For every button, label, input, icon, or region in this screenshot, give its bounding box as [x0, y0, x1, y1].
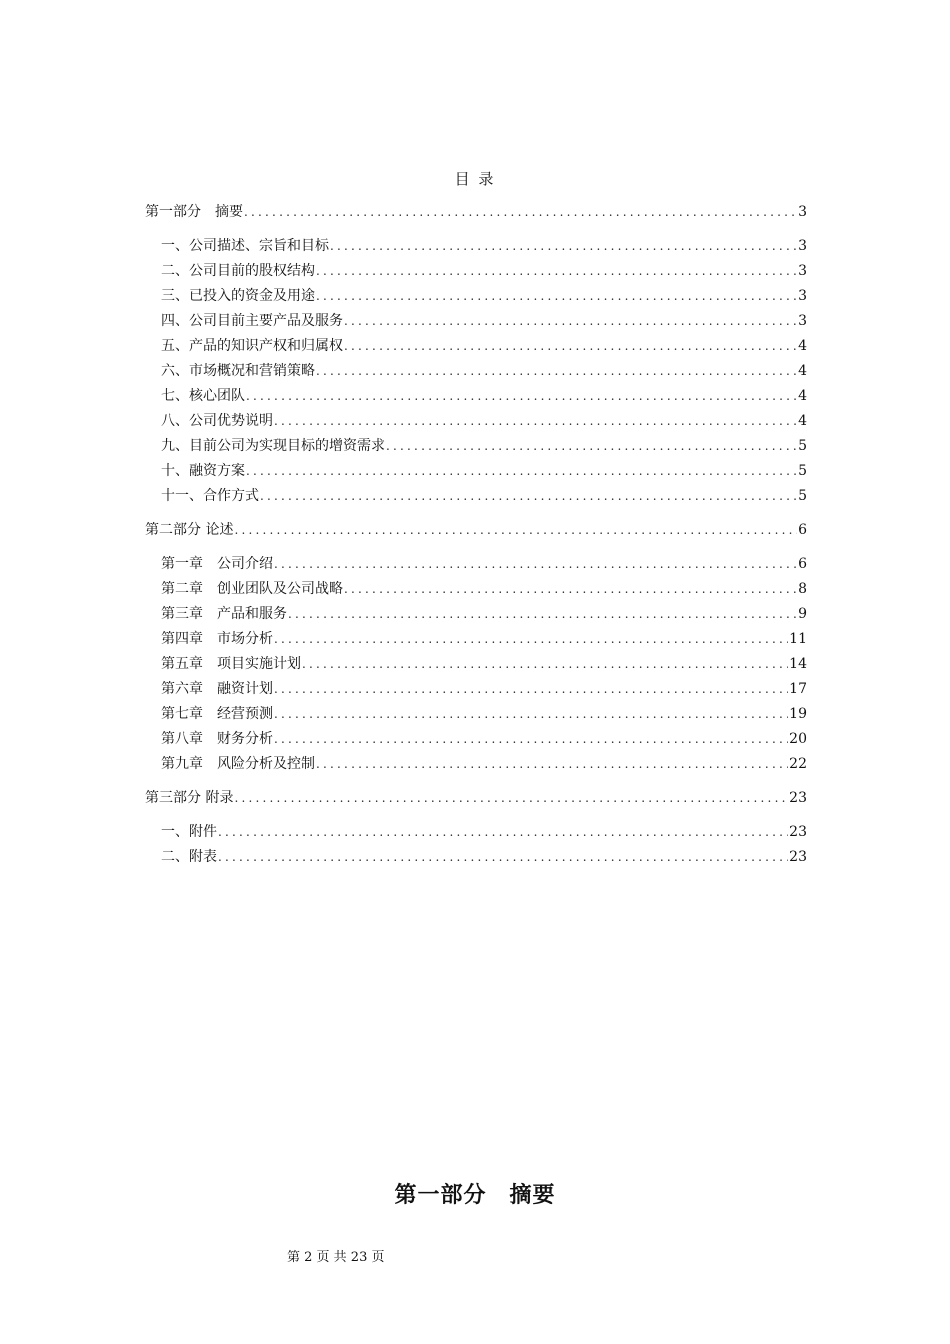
toc-entry[interactable]: [145, 552, 807, 577]
toc-entry-page: 3: [798, 204, 807, 220]
toc-entry-label: 第二章 创业团队及公司战略: [161, 581, 343, 597]
toc-entry-label: 第二部分 论述: [145, 522, 234, 538]
toc-leader-dots: [234, 518, 797, 543]
toc-leader-dots: [344, 577, 797, 602]
toc-entry-label: 第九章 风险分析及控制: [161, 756, 315, 772]
toc-entry-page: 4: [798, 413, 807, 429]
toc-leader-dots: [330, 234, 797, 259]
toc-leader-dots: [274, 677, 788, 702]
toc-entry-label: 第一部分 摘要: [145, 204, 243, 220]
toc-entry[interactable]: [145, 820, 807, 845]
toc-leader-dots: [218, 820, 788, 845]
toc-entry-page: 6: [798, 522, 807, 538]
toc-entry[interactable]: [145, 602, 807, 627]
toc-entry-page: 4: [798, 388, 807, 404]
toc-entry-label: 第七章 经营预测: [161, 706, 273, 722]
toc-entry-label: 十一、合作方式: [161, 488, 259, 504]
toc-entry[interactable]: [145, 334, 807, 359]
toc-leader-dots: [260, 484, 797, 509]
toc-entry-label: 第一章 公司介绍: [161, 556, 273, 572]
toc-entry-page: 4: [798, 363, 807, 379]
toc-entry-page: 23: [789, 790, 807, 806]
toc-entry-label: 三、已投入的资金及用途: [161, 288, 315, 304]
toc-entry-page: 22: [789, 756, 807, 772]
section-heading: 第一部分 摘要: [394, 1182, 556, 1208]
toc-entry[interactable]: [145, 702, 807, 727]
toc-entry[interactable]: [145, 786, 807, 811]
toc-entry-page: 3: [798, 238, 807, 254]
toc-entry[interactable]: [145, 359, 807, 384]
toc-entry-page: 4: [798, 338, 807, 354]
toc-entry[interactable]: [145, 309, 807, 334]
toc-leader-dots: [386, 434, 797, 459]
toc-entry[interactable]: [145, 577, 807, 602]
toc-entry-label: 第八章 财务分析: [161, 731, 273, 747]
toc-entry-label: 四、公司目前主要产品及服务: [161, 313, 343, 329]
toc-entry-page: 5: [798, 463, 807, 479]
toc-entry-page: 5: [798, 488, 807, 504]
toc-entry-page: 23: [789, 849, 807, 865]
toc-entry[interactable]: [145, 752, 807, 777]
toc-entry[interactable]: [145, 727, 807, 752]
toc-entry[interactable]: [145, 677, 807, 702]
toc-leader-dots: [246, 459, 797, 484]
page-footer: 第 2 页 共 23 页: [287, 1250, 385, 1265]
toc-leader-dots: [344, 309, 797, 334]
toc-leader-dots: [316, 359, 797, 384]
toc-leader-dots: [316, 259, 797, 284]
toc-leader-dots: [274, 702, 788, 727]
table-of-contents: [145, 200, 807, 870]
toc-entry[interactable]: [145, 259, 807, 284]
toc-entry[interactable]: [145, 459, 807, 484]
toc-entry[interactable]: [145, 234, 807, 259]
toc-entry-label: 十、融资方案: [161, 463, 245, 479]
toc-entry-page: 23: [789, 824, 807, 840]
toc-leader-dots: [316, 284, 797, 309]
toc-entry[interactable]: [145, 652, 807, 677]
toc-entry-label: 第三部分 附录: [145, 790, 234, 806]
toc-entry-label: 一、公司描述、宗旨和目标: [161, 238, 329, 254]
toc-leader-dots: [234, 786, 788, 811]
toc-entry-label: 九、目前公司为实现目标的增资需求: [161, 438, 385, 454]
toc-entry-page: 6: [798, 556, 807, 572]
toc-entry-page: 3: [798, 263, 807, 279]
toc-title: 目 录: [454, 170, 496, 188]
toc-entry-page: 3: [798, 313, 807, 329]
toc-entry-page: 9: [798, 606, 807, 622]
toc-entry-label: 八、公司优势说明: [161, 413, 273, 429]
toc-leader-dots: [288, 602, 797, 627]
toc-leader-dots: [274, 727, 788, 752]
toc-entry-label: 五、产品的知识产权和归属权: [161, 338, 343, 354]
toc-entry-label: 七、核心团队: [161, 388, 245, 404]
toc-entry[interactable]: [145, 384, 807, 409]
toc-entry-label: 二、附表: [161, 849, 217, 865]
toc-entry-page: 20: [789, 731, 807, 747]
toc-entry-page: 19: [789, 706, 807, 722]
toc-entry-page: 14: [789, 656, 807, 672]
toc-leader-dots: [316, 752, 788, 777]
toc-entry-label: 第六章 融资计划: [161, 681, 273, 697]
toc-entry-label: 一、附件: [161, 824, 217, 840]
toc-entry-page: 5: [798, 438, 807, 454]
toc-entry-label: 第三章 产品和服务: [161, 606, 287, 622]
toc-entry-page: 11: [789, 631, 807, 647]
toc-entry[interactable]: [145, 284, 807, 309]
toc-entry[interactable]: [145, 409, 807, 434]
toc-leader-dots: [244, 200, 797, 225]
toc-entry[interactable]: [145, 200, 807, 225]
toc-entry-label: 六、市场概况和营销策略: [161, 363, 315, 379]
toc-entry[interactable]: [145, 845, 807, 870]
toc-leader-dots: [274, 627, 788, 652]
toc-leader-dots: [246, 384, 797, 409]
toc-entry-page: 8: [798, 581, 807, 597]
toc-entry[interactable]: [145, 518, 807, 543]
toc-entry-label: 第四章 市场分析: [161, 631, 273, 647]
toc-leader-dots: [218, 845, 788, 870]
toc-entry-page: 17: [789, 681, 807, 697]
toc-entry-page: 3: [798, 288, 807, 304]
toc-leader-dots: [274, 409, 797, 434]
toc-leader-dots: [302, 652, 788, 677]
toc-entry[interactable]: [145, 434, 807, 459]
toc-entry-label: 二、公司目前的股权结构: [161, 263, 315, 279]
toc-entry[interactable]: [145, 484, 807, 509]
toc-entry-label: 第五章 项目实施计划: [161, 656, 301, 672]
toc-entry[interactable]: [145, 627, 807, 652]
toc-leader-dots: [274, 552, 797, 577]
toc-leader-dots: [344, 334, 797, 359]
